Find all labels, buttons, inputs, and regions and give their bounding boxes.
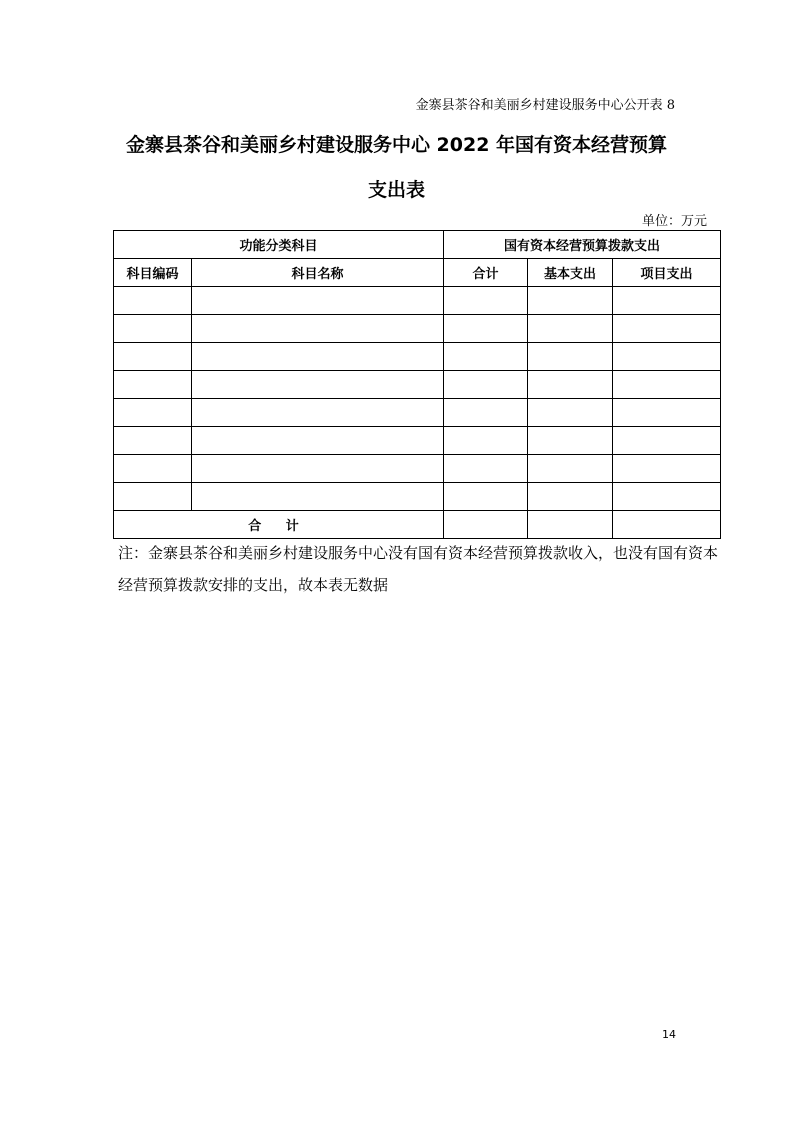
- total-cell-project-expenditure: [613, 511, 721, 539]
- cell-total: [444, 287, 528, 315]
- total-cell-basic-expenditure: [528, 511, 613, 539]
- table-row: [114, 483, 721, 511]
- cell-basic-expenditure: [528, 427, 613, 455]
- cell-subject-code: [114, 287, 192, 315]
- cell-project-expenditure: [613, 315, 721, 343]
- cell-total: [444, 315, 528, 343]
- table-row: [114, 287, 721, 315]
- cell-basic-expenditure: [528, 287, 613, 315]
- total-label: 合 计: [114, 511, 444, 539]
- page-title-line1: 金寨县茶谷和美丽乡村建设服务中心 2022 年国有资本经营预算: [125, 134, 668, 156]
- cell-subject-code: [114, 371, 192, 399]
- cell-project-expenditure: [613, 455, 721, 483]
- group-header-functional-classification: 功能分类科目: [114, 231, 444, 259]
- table-row: [114, 399, 721, 427]
- group-header-state-capital-expenditure: 国有资本经营预算拨款支出: [444, 231, 721, 259]
- cell-subject-name: [192, 455, 444, 483]
- table-column-header-row: [114, 259, 721, 287]
- column-header-total: 合计: [444, 259, 528, 287]
- table-row: [114, 315, 721, 343]
- cell-project-expenditure: [613, 483, 721, 511]
- cell-subject-code: [114, 483, 192, 511]
- column-header-project-expenditure: 项目支出: [613, 259, 721, 287]
- cell-basic-expenditure: [528, 315, 613, 343]
- table-total-row: [114, 511, 721, 539]
- table-row: [114, 427, 721, 455]
- cell-total: [444, 399, 528, 427]
- table-row: [114, 371, 721, 399]
- cell-total: [444, 371, 528, 399]
- table-row: [114, 455, 721, 483]
- page-number: 14: [662, 1028, 676, 1041]
- cell-basic-expenditure: [528, 371, 613, 399]
- page-title-line2: 支出表: [367, 179, 425, 201]
- cell-subject-code: [114, 315, 192, 343]
- cell-project-expenditure: [613, 427, 721, 455]
- cell-subject-code: [114, 427, 192, 455]
- cell-basic-expenditure: [528, 483, 613, 511]
- unit-label: 单位：万元: [641, 214, 707, 229]
- cell-subject-name: [192, 315, 444, 343]
- cell-basic-expenditure: [528, 455, 613, 483]
- cell-subject-name: [192, 371, 444, 399]
- column-header-basic-expenditure: 基本支出: [528, 259, 613, 287]
- cell-project-expenditure: [613, 399, 721, 427]
- cell-total: [444, 455, 528, 483]
- cell-basic-expenditure: [528, 399, 613, 427]
- cell-total: [444, 483, 528, 511]
- table-row: [114, 343, 721, 371]
- budget-table: [113, 230, 721, 539]
- cell-project-expenditure: [613, 371, 721, 399]
- cell-subject-name: [192, 343, 444, 371]
- cell-total: [444, 343, 528, 371]
- cell-subject-name: [192, 483, 444, 511]
- total-cell-total: [444, 511, 528, 539]
- cell-subject-name: [192, 399, 444, 427]
- column-header-subject-code: 科目编码: [114, 259, 192, 287]
- document-header-tag: 金寨县茶谷和美丽乡村建设服务中心公开表 8: [415, 98, 675, 113]
- cell-subject-code: [114, 343, 192, 371]
- cell-subject-name: [192, 287, 444, 315]
- cell-subject-code: [114, 455, 192, 483]
- cell-subject-name: [192, 427, 444, 455]
- cell-subject-code: [114, 399, 192, 427]
- table-group-header-row: [114, 231, 721, 259]
- cell-project-expenditure: [613, 343, 721, 371]
- cell-total: [444, 427, 528, 455]
- table-footnote: 注：金寨县茶谷和美丽乡村建设服务中心没有国有资本经营预算拨款收入，也没有国有资本经营预算拨款安排的支出，故本表无数据: [118, 544, 719, 594]
- column-header-subject-name: 科目名称: [192, 259, 444, 287]
- cell-project-expenditure: [613, 287, 721, 315]
- cell-basic-expenditure: [528, 343, 613, 371]
